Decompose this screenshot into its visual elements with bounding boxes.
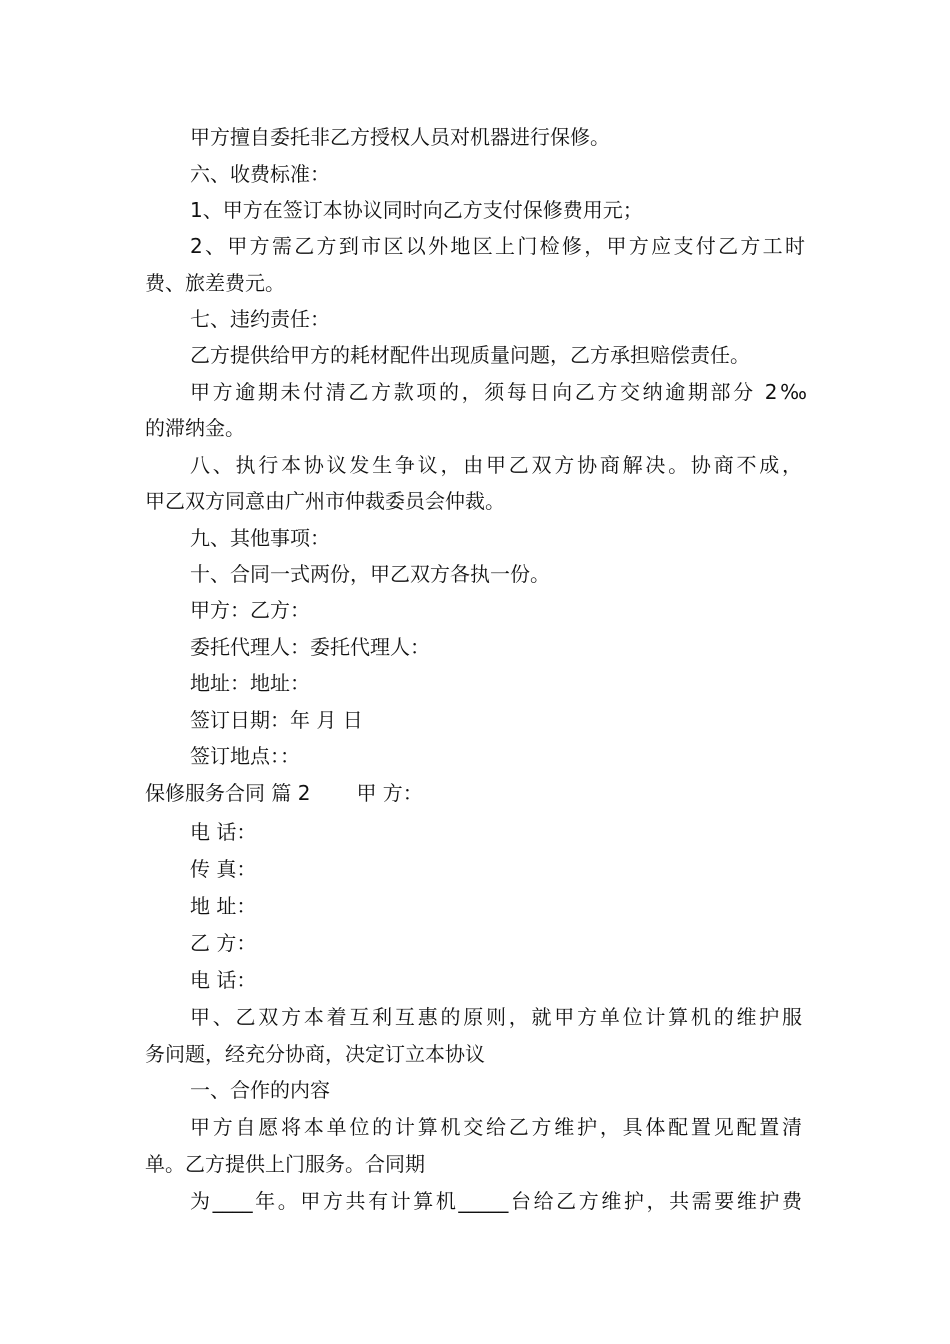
paragraph-line: 1、甲方在签订本协议同时向乙方支付保修费用元； xyxy=(190,198,643,222)
paragraph-line: 务问题，经充分协商，决定订立本协议 xyxy=(145,1042,485,1066)
signature-line: 签订地点：： xyxy=(190,744,300,768)
paragraph-line: 乙方提供给甲方的耗材配件出现质量问题，乙方承担赔偿责任。 xyxy=(190,343,750,367)
paragraph-line: 单。乙方提供上门服务。合同期 xyxy=(145,1152,425,1176)
paragraph-line: 甲方擅自委托非乙方授权人员对机器进行保修。 xyxy=(190,125,610,149)
paragraph-line: 为____年。甲方共有计算机_____台给乙方维护，共需要维护费 xyxy=(190,1189,802,1213)
section-heading: 一、合作的内容 xyxy=(190,1078,330,1102)
party-a-label: 甲 方： xyxy=(356,781,423,805)
paragraph-line: 甲方逾期未付清乙方款项的，须每日向乙方交纳逾期部分 2‰ xyxy=(190,380,807,404)
contract-title-line xyxy=(145,779,423,807)
paragraph-line: 十、合同一式两份，甲乙双方各执一份。 xyxy=(190,562,550,586)
section-heading: 六、收费标准： xyxy=(190,162,330,186)
section-heading: 七、违约责任： xyxy=(190,307,330,331)
paragraph-line: 甲方自愿将本单位的计算机交给乙方维护，具体配置见配置清 xyxy=(190,1115,802,1139)
field-line: 乙 方： xyxy=(190,931,257,955)
paragraph-line: 费、旅差费元。 xyxy=(145,271,285,295)
signature-line: 地址：地址： xyxy=(190,671,310,695)
contract-title: 保修服务合同 篇 2 xyxy=(145,781,311,805)
section-heading: 九、其他事项： xyxy=(190,526,330,550)
paragraph-line: 八、执行本协议发生争议，由甲乙双方协商解决。协商不成， xyxy=(190,453,802,477)
field-line: 地 址： xyxy=(190,894,257,918)
paragraph-line: 2、甲方需乙方到市区以外地区上门检修，甲方应支付乙方工时 xyxy=(190,234,805,258)
signature-line: 签订日期：年 月 日 xyxy=(190,708,363,732)
field-line: 传 真： xyxy=(190,857,257,881)
paragraph-line: 甲、乙双方本着互利互惠的原则，就甲方单位计算机的维护服 xyxy=(190,1005,802,1029)
paragraph-line: 的滞纳金。 xyxy=(145,416,245,440)
signature-line: 甲方：乙方： xyxy=(190,598,310,622)
field-line: 电 话： xyxy=(190,968,257,992)
signature-line: 委托代理人：委托代理人： xyxy=(190,635,430,659)
field-line: 电 话： xyxy=(190,820,257,844)
paragraph-line: 甲乙双方同意由广州市仲裁委员会仲裁。 xyxy=(145,489,505,513)
